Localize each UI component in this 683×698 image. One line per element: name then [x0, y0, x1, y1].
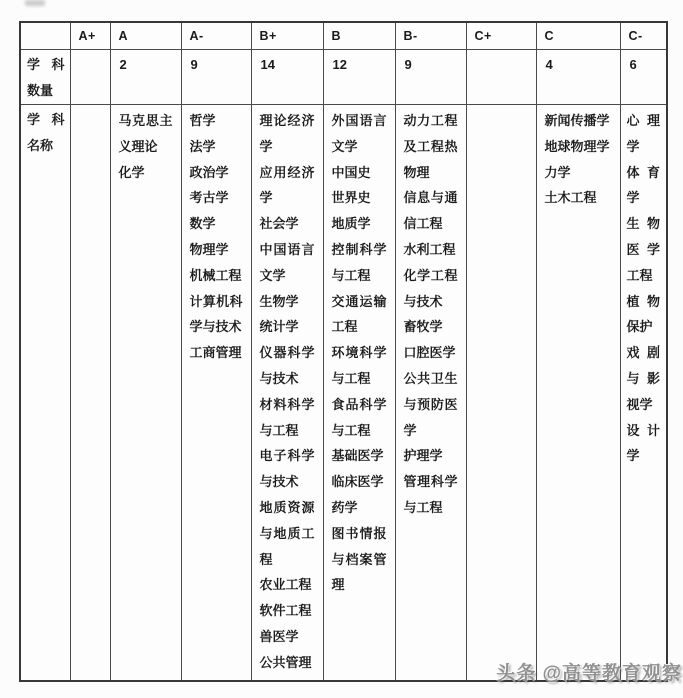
grade-header-cell-b-minus: B- [395, 22, 466, 50]
discipline-item: 地质资源与地质工程 [259, 499, 315, 567]
discipline-item: 生物学 [259, 293, 299, 309]
discipline-item: 信息与通信工程 [403, 190, 458, 232]
discipline-count-cell-c: 4 [536, 50, 620, 105]
discipline-item: 政治学 [189, 164, 229, 180]
discipline-item: 公共管理 [259, 654, 312, 670]
discipline-item: 兽医学 [259, 628, 299, 644]
discipline-count-cell-c-plus [466, 50, 536, 105]
discipline-item: 生物医学工程 [626, 216, 660, 283]
discipline-item: 统计学 [259, 319, 299, 335]
discipline-item: 地质学 [331, 216, 371, 232]
discipline-item: 图书情报与档案管理 [331, 525, 387, 593]
discipline-item: 临床医学 [331, 474, 384, 490]
discipline-item: 药学 [331, 499, 358, 515]
discipline-item: 应用经济学 [259, 164, 315, 206]
discipline-item: 化学工程与技术 [403, 267, 458, 309]
grade-header-cell-c-plus: C+ [466, 22, 536, 50]
discipline-item: 世界史 [331, 190, 371, 206]
discipline-names-cell-c-minus [620, 105, 667, 682]
scan-artifact [25, 0, 45, 6]
discipline-count-cell-a-minus: 9 [181, 50, 251, 105]
discipline-count-cell-a: 2 [110, 50, 181, 105]
discipline-names-row [20, 105, 667, 682]
grade-header-cell-a: A [110, 22, 181, 50]
row-label-discipline-names: 学科名称 [20, 105, 70, 682]
discipline-count-cell-b: 12 [323, 50, 395, 105]
discipline-item: 哲学 [189, 113, 216, 128]
discipline-item: 物理学 [189, 241, 229, 257]
discipline-names-cell-c-plus [466, 105, 536, 682]
discipline-item: 考古学 [189, 190, 229, 206]
discipline-item: 管理科学与工程 [403, 474, 458, 515]
discipline-item: 设计学 [626, 422, 660, 464]
discipline-item: 护理学 [403, 448, 443, 464]
discipline-names-cell-c [536, 105, 620, 682]
discipline-names-cell-b-minus [395, 105, 466, 682]
discipline-item: 公共卫生与预防医学 [403, 370, 458, 438]
discipline-names-cell-b-plus [251, 105, 323, 682]
grade-header-cell-c: C [536, 22, 620, 50]
discipline-item: 控制科学与工程 [331, 241, 387, 283]
discipline-item: 土木工程 [544, 190, 597, 206]
discipline-item: 工商管理 [189, 345, 242, 361]
discipline-item: 心理学 [626, 113, 660, 154]
discipline-item: 计算机科学与技术 [189, 293, 243, 335]
grade-header-row [20, 22, 667, 50]
discipline-item: 机械工程 [189, 267, 242, 283]
discipline-item: 材料科学与工程 [259, 396, 315, 438]
discipline-item: 理论经济学 [259, 113, 315, 154]
corner-cell [20, 22, 70, 50]
discipline-item: 外国语言文学 [331, 113, 387, 154]
discipline-count-cell-c-minus: 6 [620, 50, 667, 105]
discipline-names-cell-a [110, 105, 181, 682]
discipline-item: 新闻传播学 [544, 113, 610, 128]
watermark: 头条 @高等教育观察 [496, 663, 682, 684]
discipline-item: 中国史 [331, 164, 371, 180]
discipline-count-cell-b-plus: 14 [251, 50, 323, 105]
discipline-item: 电子科学与技术 [259, 448, 315, 490]
discipline-item: 农业工程 [259, 577, 312, 593]
discipline-item: 基础医学 [331, 448, 384, 464]
discipline-item: 口腔医学 [403, 345, 456, 361]
discipline-item: 食品科学与工程 [331, 396, 387, 438]
discipline-evaluation-table [19, 21, 668, 682]
row-label-discipline-count: 学科数量 [20, 50, 70, 105]
grade-header-cell-c-minus: C- [620, 22, 667, 50]
discipline-names-cell-a-plus [70, 105, 110, 682]
grade-header-cell-b-plus: B+ [251, 22, 323, 50]
discipline-item: 动力工程及工程热物理 [403, 113, 458, 180]
discipline-item: 软件工程 [259, 603, 312, 619]
grade-header-cell-a-plus: A+ [70, 22, 110, 50]
discipline-item: 法学 [189, 138, 216, 154]
discipline-count-cell-b-minus: 9 [395, 50, 466, 105]
discipline-item: 交通运输工程 [331, 293, 387, 335]
discipline-item: 环境科学与工程 [331, 345, 387, 386]
discipline-item: 戏剧与影视学 [626, 345, 660, 412]
discipline-item: 植物保护 [626, 293, 660, 335]
discipline-item: 数学 [189, 216, 216, 232]
discipline-names-cell-b [323, 105, 395, 682]
discipline-item: 化学 [118, 164, 145, 180]
discipline-count-row [20, 50, 667, 105]
discipline-item: 仪器科学与技术 [259, 345, 315, 386]
discipline-item: 中国语言文学 [259, 241, 315, 283]
discipline-names-cell-a-minus [181, 105, 251, 682]
discipline-item: 地球物理学 [544, 138, 610, 154]
grade-header-cell-a-minus: A- [181, 22, 251, 50]
discipline-item: 水利工程 [403, 241, 456, 257]
discipline-item: 社会学 [259, 216, 299, 232]
discipline-item: 力学 [544, 164, 571, 180]
discipline-count-cell-a-plus [70, 50, 110, 105]
grade-header-cell-b: B [323, 22, 395, 50]
discipline-item: 体育学 [626, 164, 660, 206]
discipline-item: 马克思主义理论 [118, 113, 173, 154]
discipline-item: 畜牧学 [403, 319, 443, 335]
